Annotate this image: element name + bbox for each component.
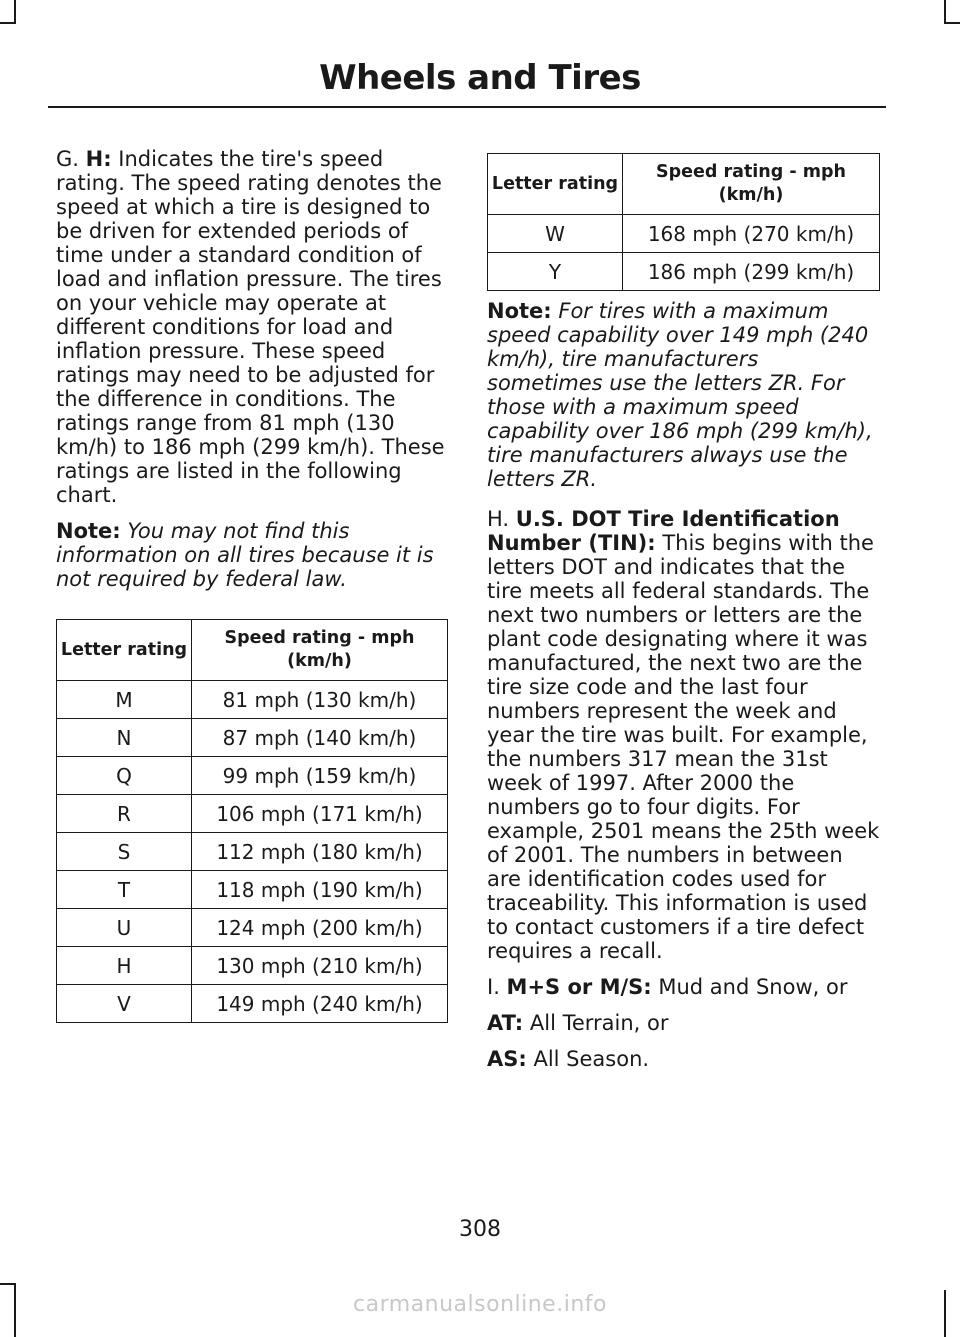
letter-cell: T (57, 871, 192, 909)
crop-mark (944, 22, 960, 24)
letter-cell: Q (57, 757, 192, 795)
page-number: 308 (459, 1217, 501, 1242)
crop-mark (944, 0, 946, 24)
table-header-row (57, 620, 448, 681)
table-row (57, 909, 448, 947)
all-terrain-paragraph (487, 1011, 880, 1035)
column-header-speed: Speed rating - mph (km/h) (623, 154, 880, 215)
table-header-row (488, 154, 880, 215)
letter-cell: S (57, 833, 192, 871)
table-row (57, 985, 448, 1023)
crop-mark (0, 22, 16, 24)
table-row (57, 833, 448, 871)
letter-cell: W (488, 215, 623, 253)
item-label: H: (85, 147, 112, 171)
item-prefix: I. (487, 975, 507, 999)
letter-cell: H (57, 947, 192, 985)
column-header-letter: Letter rating (488, 154, 623, 215)
left-column (56, 147, 448, 1023)
speed-cell: 87 mph (140 km/h) (192, 719, 448, 757)
item-label: AT: (487, 1011, 524, 1035)
header-divider (48, 106, 886, 108)
speed-cell: 168 mph (270 km/h) (623, 215, 880, 253)
table-row (57, 795, 448, 833)
item-prefix: H. (487, 507, 516, 531)
page-title: Wheels and Tires (319, 58, 641, 98)
item-text: All Season. (526, 1047, 650, 1071)
tin-paragraph (487, 507, 880, 963)
speed-rating-table (56, 619, 448, 1023)
speed-cell: 81 mph (130 km/h) (192, 681, 448, 719)
item-label: AS: (487, 1047, 527, 1071)
letter-cell: V (57, 985, 192, 1023)
table-row (488, 215, 880, 253)
table-row (57, 681, 448, 719)
item-text: Mud and Snow, or (651, 975, 848, 999)
speed-cell: 130 mph (210 km/h) (192, 947, 448, 985)
note-text: You may not find this information on all tires because it is not required by federal law. (56, 519, 434, 591)
speed-cell: 186 mph (299 km/h) (623, 253, 880, 291)
item-label: U.S. DOT Tire Identification Number (TIN): (487, 507, 840, 555)
column-header-letter: Letter rating (57, 620, 192, 681)
note-label: Note: (487, 299, 552, 323)
speed-cell: 112 mph (180 km/h) (192, 833, 448, 871)
note-label: Note: (56, 519, 121, 543)
speed-cell: 118 mph (190 km/h) (192, 871, 448, 909)
table-row (57, 947, 448, 985)
note-text: For tires with a maximum speed capability over 149 mph (240 km/h), tire manufacturers sometimes use the letters ZR. For those with a maximum speed capability over 186 mph (299 km/h), tire manufacturers always use the letters ZR. (487, 299, 873, 491)
speed-rating-paragraph (56, 147, 448, 507)
letter-cell: M (57, 681, 192, 719)
note-paragraph (56, 519, 448, 591)
speed-cell: 106 mph (171 km/h) (192, 795, 448, 833)
right-column (487, 153, 880, 1083)
letter-cell: Y (488, 253, 623, 291)
all-season-paragraph (487, 1047, 880, 1071)
table-row (57, 757, 448, 795)
table-row (57, 871, 448, 909)
speed-rating-table-continued (487, 153, 880, 291)
item-prefix: G. (56, 147, 86, 171)
letter-cell: N (57, 719, 192, 757)
crop-mark (0, 1283, 16, 1285)
note-paragraph (487, 299, 880, 491)
letter-cell: U (57, 909, 192, 947)
speed-cell: 149 mph (240 km/h) (192, 985, 448, 1023)
speed-cell: 124 mph (200 km/h) (192, 909, 448, 947)
table-row (488, 253, 880, 291)
mud-snow-paragraph (487, 975, 880, 999)
item-text: Indicates the tire's speed rating. The speed rating denotes the speed at which a tire is designed to be driven for extended periods of time under a standard condition of load and inflation pressure. The tires on your vehicle may operate at different conditions for load and inflation pressure. These speed ratings may need to be adjusted for the difference in conditions. The ratings range from 81 mph (130 km/h) to 186 mph (299 km/h). These ratings are listed in the following chart. (56, 147, 445, 507)
item-label: M+S or M/S: (506, 975, 652, 999)
column-header-speed: Speed rating - mph (km/h) (192, 620, 448, 681)
watermark: carmanualsonline.info (353, 1292, 607, 1317)
item-text: All Terrain, or (523, 1011, 669, 1035)
item-text: This begins with the letters DOT and indicates that the tire meets all federal standards. The next two numbers or letters are the plant code designating where it was manufactured, the next two are the tire size code and the last four numbers represent the week and year the tire was built. For example, the numbers 317 mean the 31st week of 1997. After 2000 the numbers go to four digits. For example, 2501 means the 25th week of 2001. The numbers in between are identification codes used for traceability. This information is used to contact customers if a tire defect requires a recall. (487, 531, 880, 963)
speed-cell: 99 mph (159 km/h) (192, 757, 448, 795)
crop-mark (14, 0, 16, 24)
table-row (57, 719, 448, 757)
letter-cell: R (57, 795, 192, 833)
